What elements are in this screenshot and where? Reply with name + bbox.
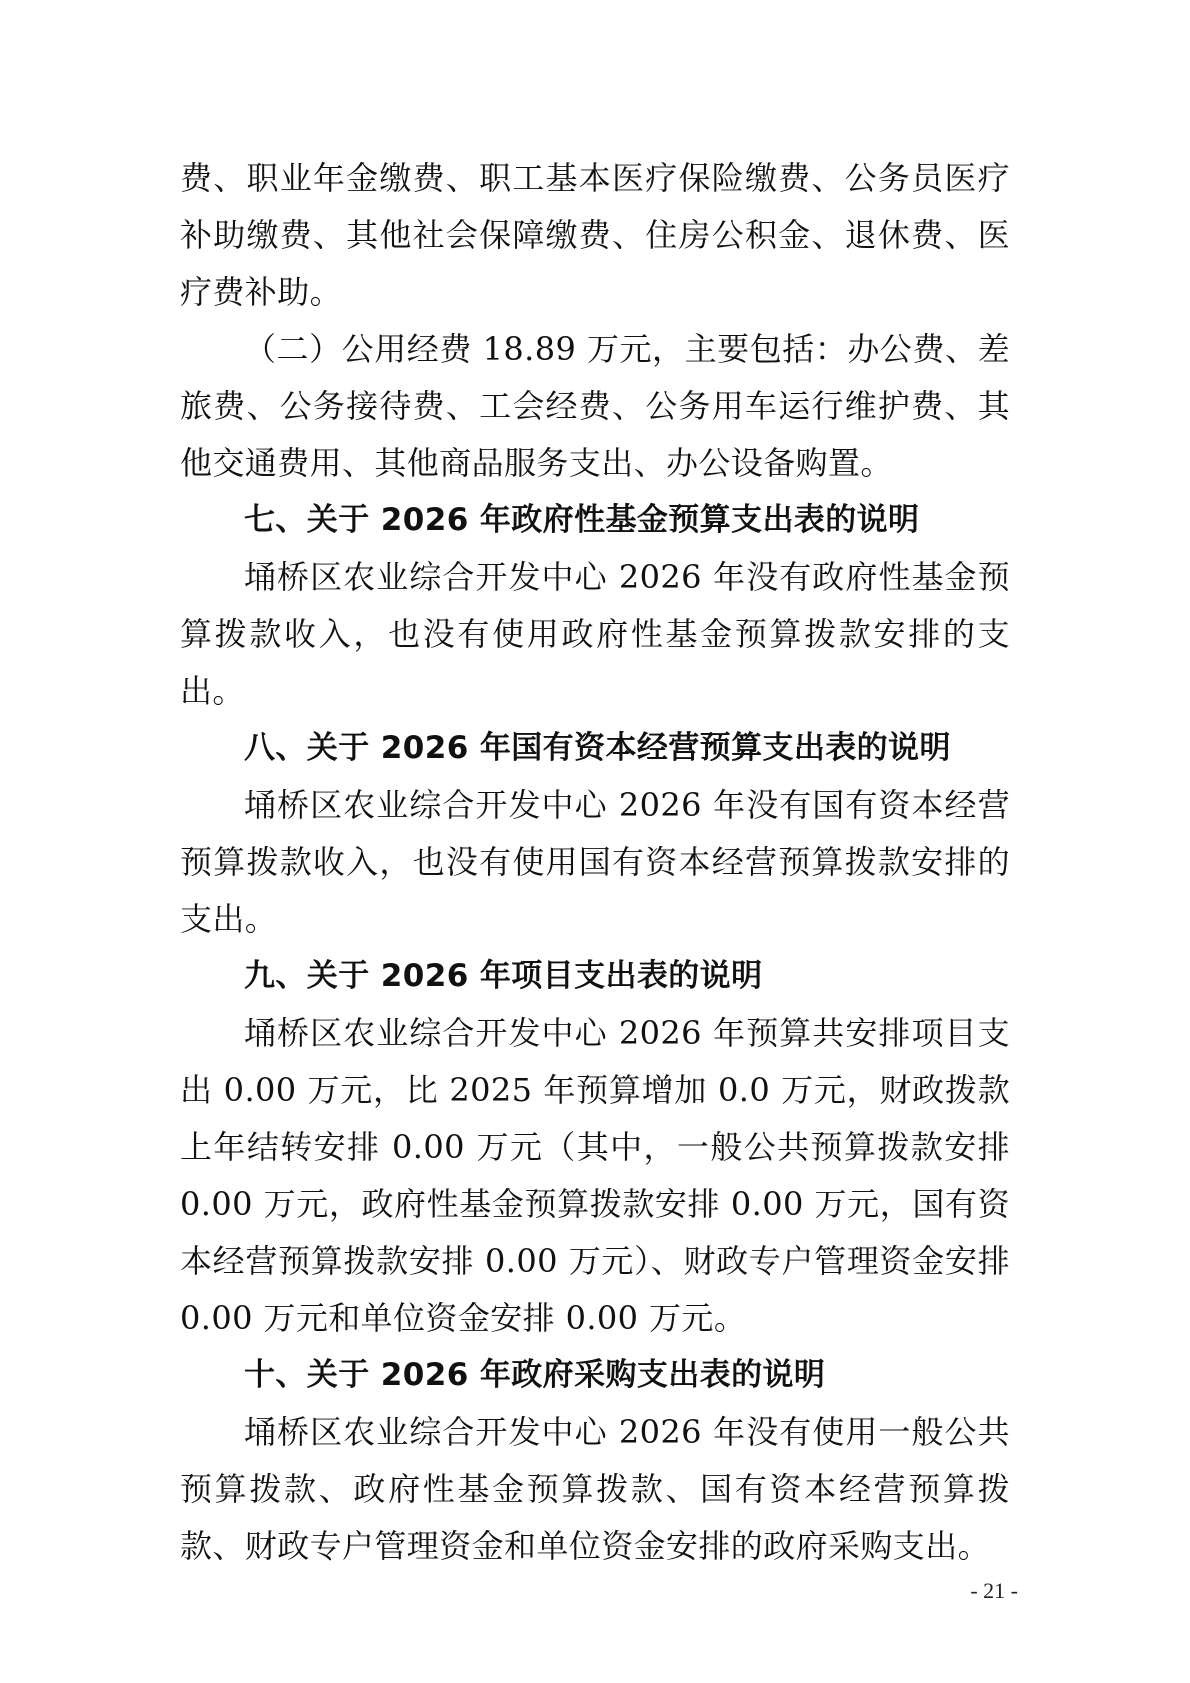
section-heading-10: 十、关于 2026 年政府采购支出表的说明	[244, 1357, 826, 1393]
document-body	[180, 150, 1010, 1575]
section-heading-8: 八、关于 2026 年国有资本经营预算支出表的说明	[244, 730, 951, 766]
page-number: - 21 -	[970, 1578, 1018, 1603]
paragraph-state-capital: 埇桥区农业综合开发中心 2026 年没有国有资本经营预算拨款收入，也没有使用国有资本经营预算拨款安排的支出。	[180, 786, 1010, 938]
paragraph-project-expenditure: 埇桥区农业综合开发中心 2026 年预算共安排项目支出 0.00 万元，比 2025 年预算增加 0.0 万元，财政拨款上年结转安排 0.00 万元（其中，一般公共预算拨款安排 0.00 万元，政府性基金预算拨款安排 0.00 万元，国有资本经营预算拨款安排 0.00 万元）、财政专户管理资金安排 0.00 万元和单位资金安排 0.00 万元。	[180, 1014, 1010, 1337]
paragraph-government-fund: 埇桥区农业综合开发中心 2026 年没有政府性基金预算拨款收入，也没有使用政府性基金预算拨款安排的支出。	[180, 558, 1010, 710]
paragraph-government-procurement: 埇桥区农业综合开发中心 2026 年没有使用一般公共预算拨款、政府性基金预算拨款、国有资本经营预算拨款、财政专户管理资金和单位资金安排的政府采购支出。	[180, 1413, 1010, 1565]
paragraph-public-expenses: （二）公用经费 18.89 万元，主要包括：办公费、差旅费、公务接待费、工会经费、公务用车运行维护费、其他交通费用、其他商品服务支出、办公设备购置。	[180, 330, 1010, 482]
section-heading-7: 七、关于 2026 年政府性基金预算支出表的说明	[244, 502, 920, 538]
paragraph-personnel-expenses-continued: 费、职业年金缴费、职工基本医疗保险缴费、公务员医疗补助缴费、其他社会保障缴费、住房公积金、退休费、医疗费补助。	[180, 159, 1010, 311]
section-heading-9: 九、关于 2026 年项目支出表的说明	[244, 958, 763, 994]
